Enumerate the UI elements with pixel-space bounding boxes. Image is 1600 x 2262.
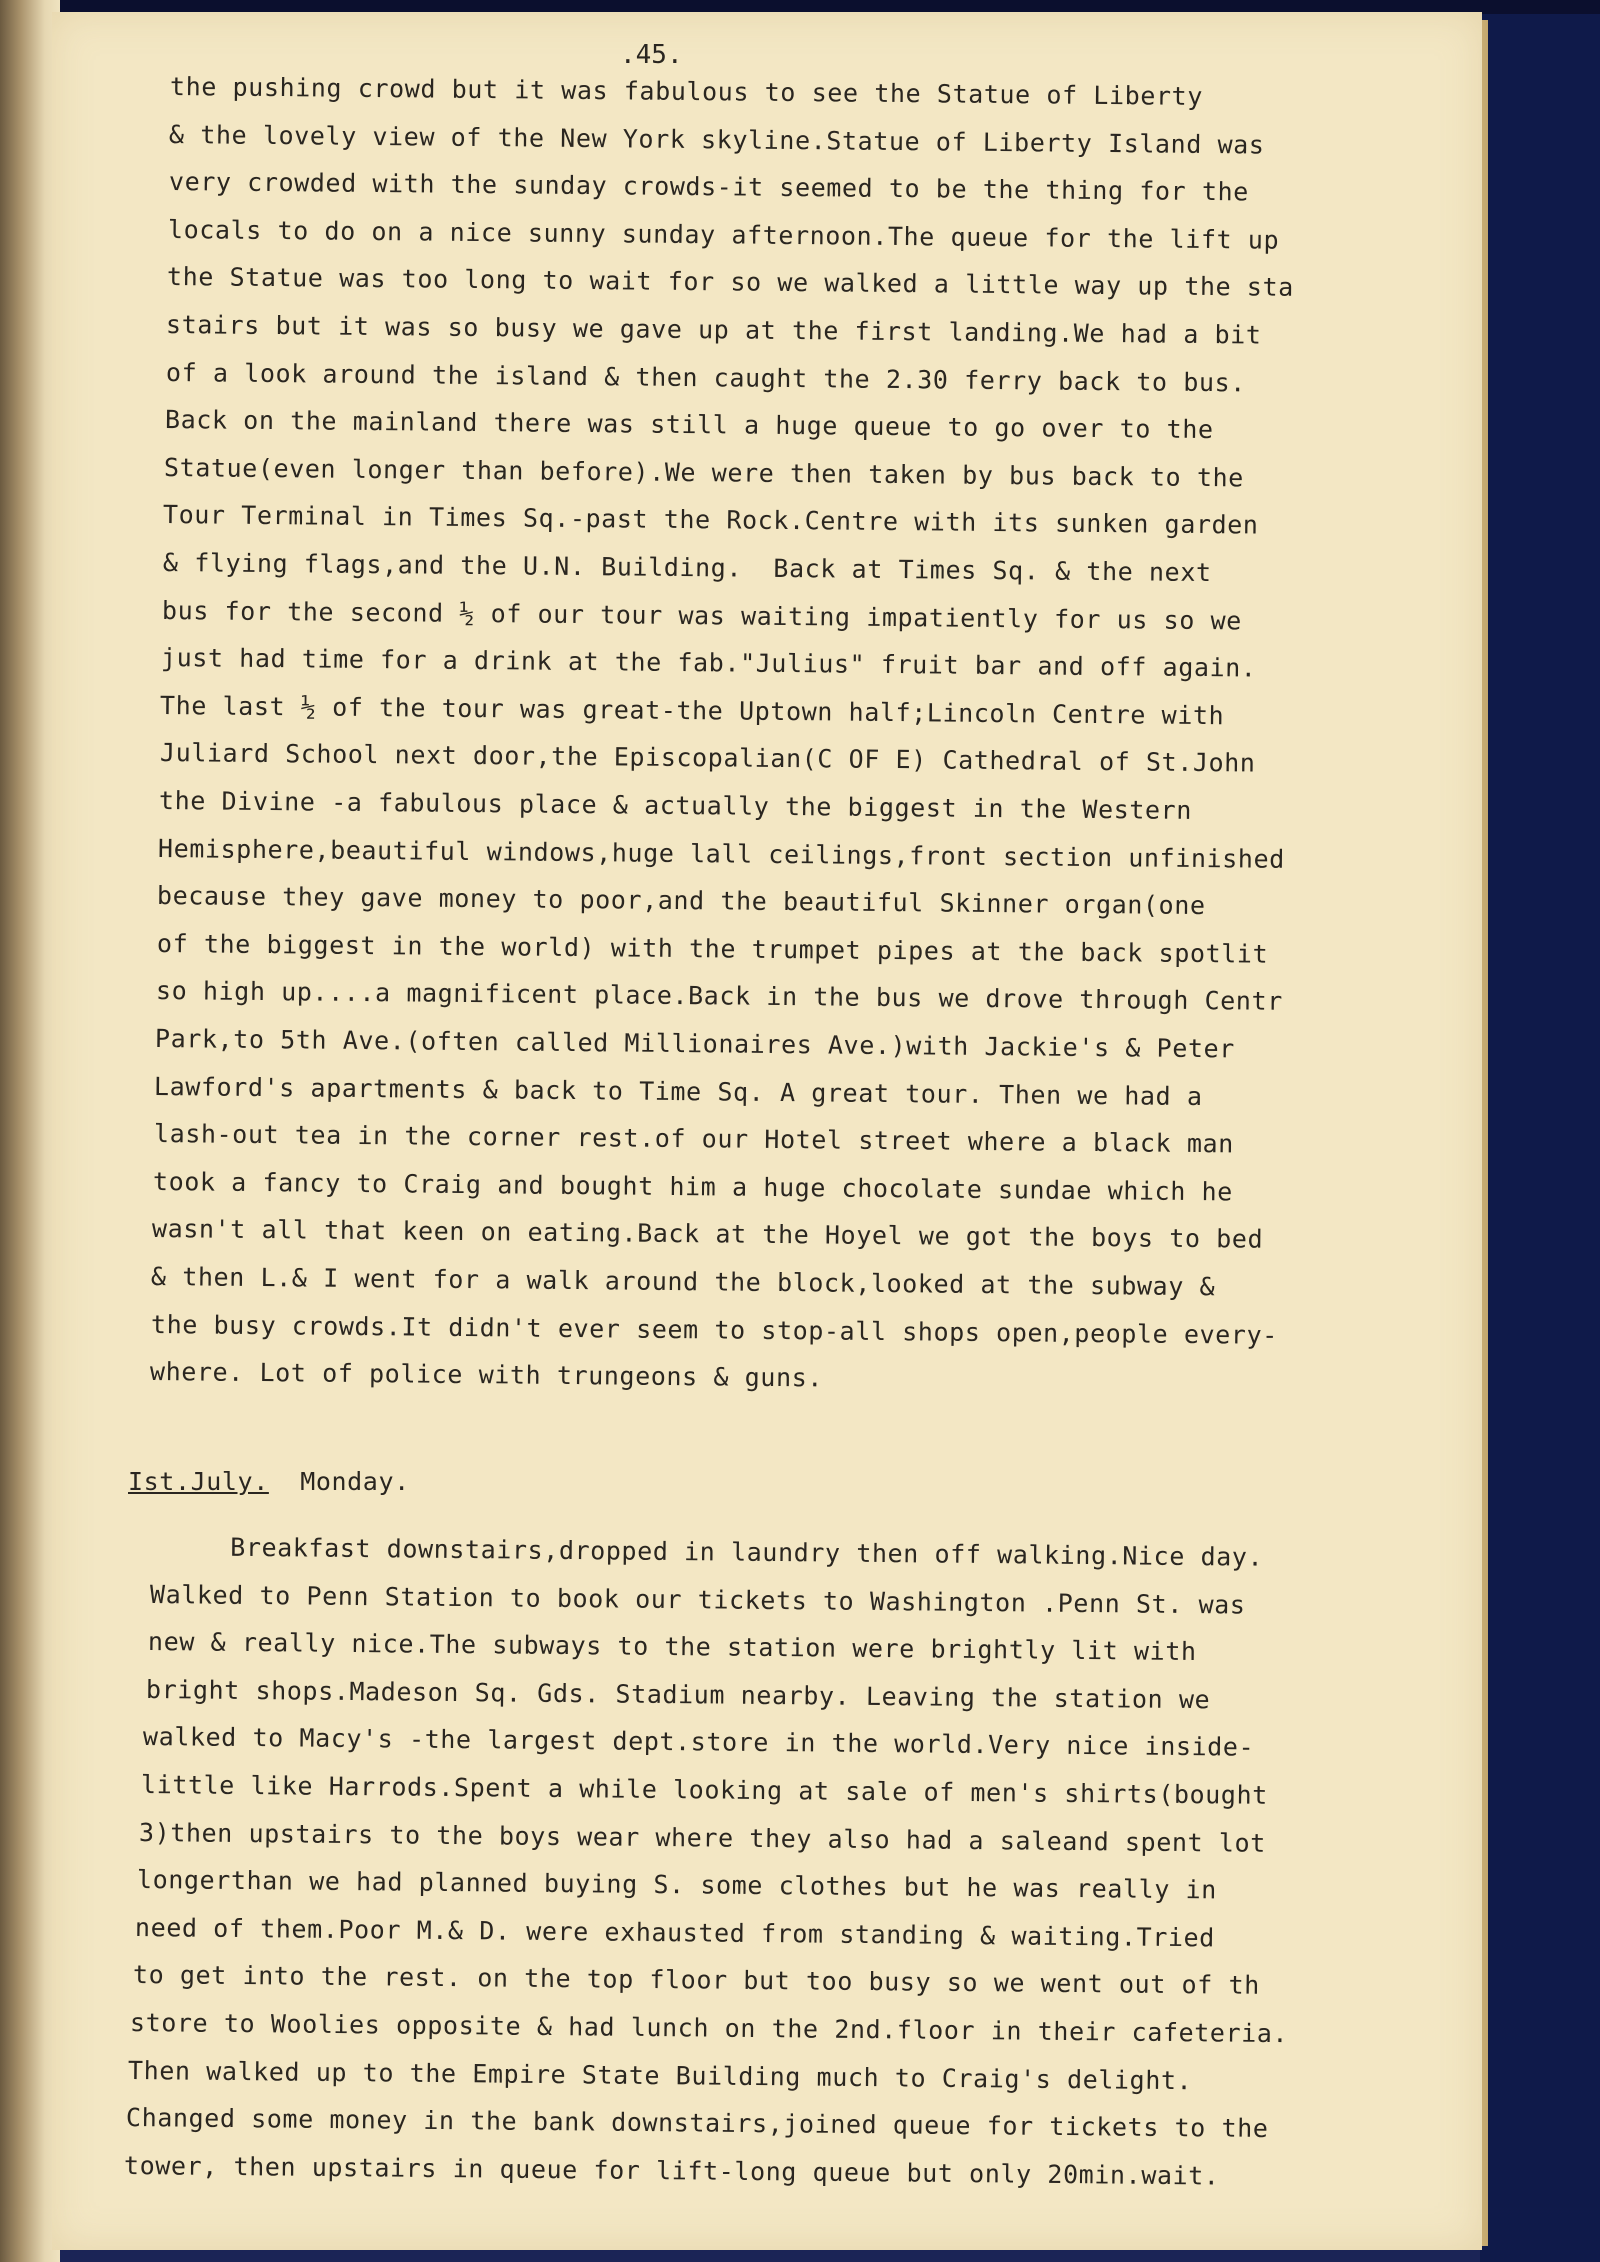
text-line: & flying flags,and the U.N. Building. Back at Times Sq. & the next	[162, 548, 1212, 588]
text-line: new & really nice.The subways to the station were brightly lit with	[147, 1627, 1197, 1667]
text-line: store to Woolies opposite & had lunch on the 2nd.floor in their cafeteria.	[130, 2008, 1289, 2049]
text-line: Back on the mainland there was still a huge queue to go over to the	[164, 405, 1214, 445]
text-line: locals to do on a nice sunny sunday afternoon.The queue for the lift up	[167, 214, 1280, 255]
text-line: Then walked up to the Empire State Building much to Craig's delight.	[128, 2055, 1193, 2095]
text-line: need of them.Poor M.& D. were exhausted from standing & waiting.Tried	[134, 1912, 1215, 1953]
typed-page	[52, 12, 1482, 2250]
text-line: walked to Macy's -the largest dept.store in the world.Very nice inside-	[143, 1722, 1255, 1763]
text-line: longerthan we had planned buying S. some clothes but he was really in	[136, 1865, 1217, 1905]
text-line: of the biggest in the world) with the trumpet pipes at the back spotlit	[156, 928, 1268, 969]
page-number: .45.	[620, 40, 683, 70]
text-line: Breakfast downstairs,dropped in laundry then off walking.Nice day.	[151, 1532, 1264, 1572]
text-line: very crowded with the sunday crowds-it seemed to be the thing for the	[168, 167, 1249, 207]
entry-heading	[128, 1467, 410, 1496]
text-line: took a fancy to Craig and bought him a huge chocolate sundae which he	[152, 1166, 1233, 1207]
text-line: Lawford's apartments & back to Time Sq. A great tour. Then we had a	[154, 1071, 1204, 1111]
entry-date: Ist.July.	[128, 1467, 269, 1496]
text-line: Tour Terminal in Times Sq.-past the Rock.Centre with its sunken garden	[163, 500, 1260, 540]
entry-day: Monday.	[300, 1467, 410, 1496]
text-line: Walked to Penn Station to book our tickets to Washington .Penn St. was	[149, 1579, 1246, 1620]
text-line: bright shops.Madeson Sq. Gds. Stadium nearby. Leaving the station we	[145, 1674, 1210, 1715]
text-line: the pushing crowd but it was fabulous to see the Statue of Liberty	[169, 72, 1204, 111]
text-line: to get into the rest. on the top floor but too busy so we went out of th	[132, 1960, 1260, 2001]
text-line: the Divine -a fabulous place & actually the biggest in the Western	[158, 786, 1192, 825]
text-line: tower, then upstairs in queue for lift-long queue but only 20min.wait.	[123, 2150, 1220, 2191]
text-line: wasn't all that keen on eating.Back at the Hoyel we got the boys to bed	[152, 1214, 1264, 1255]
text-line: because they gave money to poor,and the beautiful Skinner organ(one	[157, 881, 1207, 921]
text-line: Juliard School next door,the Episcopalian(C OF E) Cathedral of St.John	[159, 738, 1256, 778]
text-line: & the lovely view of the New York skyline.Statue of Liberty Island was	[169, 119, 1265, 160]
text-line: Changed some money in the bank downstairs,joined queue for tickets to the	[126, 2103, 1269, 2144]
text-line: of a look around the island & then caught the 2.30 ferry back to bus.	[165, 357, 1246, 397]
text-line: so high up....a magnificent place.Back in the bus we drove through Centr	[155, 976, 1283, 1017]
text-line: lash-out tea in the corner rest.of our Hotel street where a black man	[153, 1119, 1234, 1159]
text-line: where. Lot of police with trungeons & guns.	[149, 1357, 824, 1393]
text-line: Park,to 5th Ave.(often called Millionaires Ave.)with Jackie's & Peter	[155, 1024, 1236, 1064]
text-line: Statue(even longer than before).We were then taken by bus back to the	[163, 452, 1245, 493]
text-line: stairs but it was so busy we gave up at the first landing.We had a bit	[166, 310, 1262, 350]
text-line: & then L.& I went for a walk around the block,looked at the subway &	[151, 1262, 1216, 1302]
text-line: little like Harrods.Spent a while looking at sale of men's shirts(bought	[141, 1770, 1269, 1810]
text-line: 3)then upstairs to the boys wear where they also had a saleand spent lot	[138, 1817, 1267, 1858]
text-line: just had time for a drink at the fab."Julius" fruit bar and off again.	[160, 643, 1257, 683]
text-line: Hemisphere,beautiful windows,huge lall ceilings,front section unfinished	[158, 833, 1286, 874]
bottom-background	[60, 2250, 1480, 2262]
binding-edge	[0, 0, 60, 2262]
text-line: the Statue was too long to wait for so we walked a little way up the sta	[166, 262, 1295, 303]
text-line: the busy crowds.It didn't ever seem to stop-all shops open,people every-	[150, 1309, 1278, 1350]
text-line: The last ½ of the tour was great-the Uptown half;Lincoln Centre with	[160, 690, 1225, 731]
text-line: bus for the second ½ of our tour was waiting impatiently for us so we	[161, 595, 1242, 635]
